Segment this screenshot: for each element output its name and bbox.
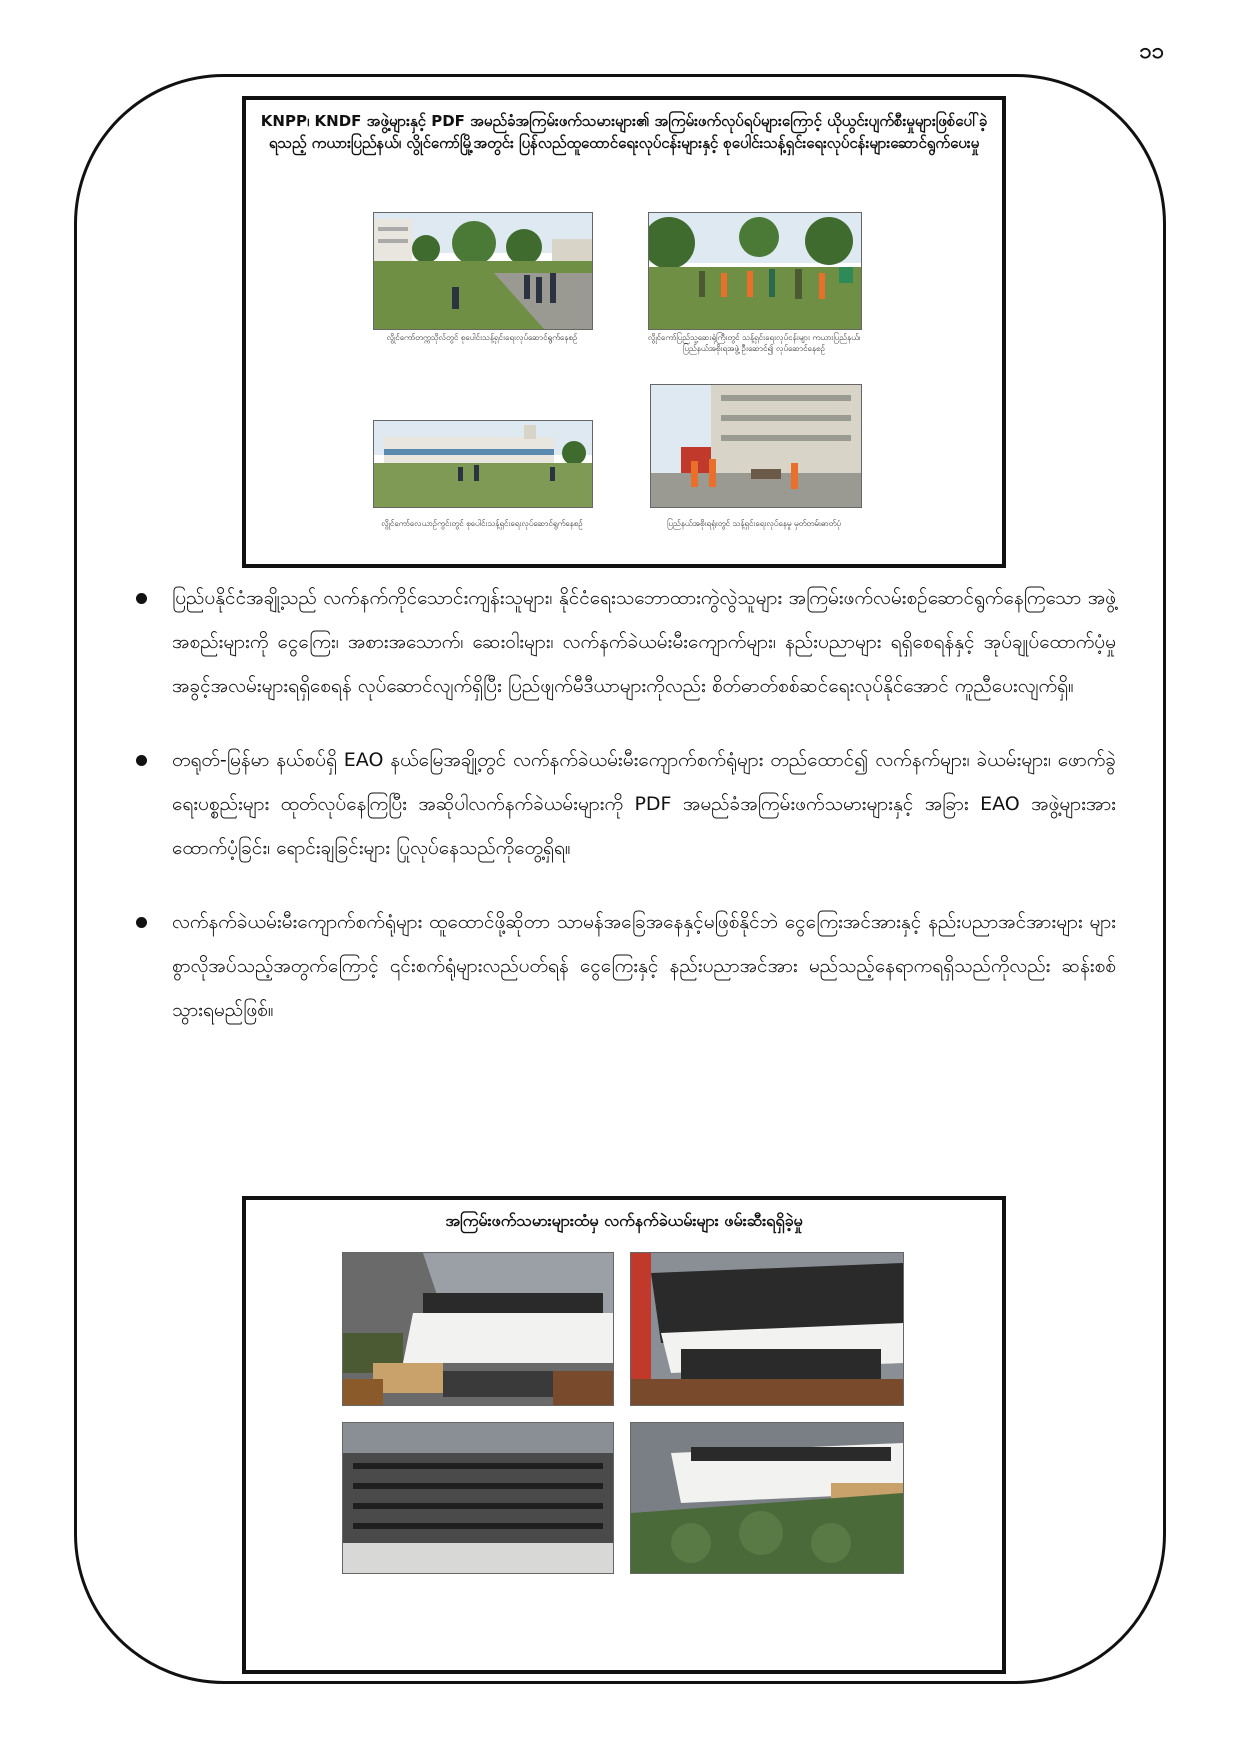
weapons-photo-4 bbox=[630, 1422, 904, 1574]
bullet-text: ပြည်ပနိုင်ငံအချို့သည် လက်နက်ကိုင်သောင်းကျန်းသူများ၊ နိုင်ငံရေးသဘောထားကွဲလွဲသူများ အကြမ်းဖက်လမ်းစဉ်ဆောင်ရွက်နေကြသော အဖွဲ့အစည်းများကို ငွေကြေး၊ အစားအသောက်၊ ဆေးဝါးများ၊ လက်နက်ခဲယမ်းမီးကျောက်များ၊ နည်းပညာများ ရရှိစေရန်နှင့် အုပ်ချုပ်ထောက်ပံ့မှုအခွင့်အလမ်းများရရှိစေရန် လုပ်ဆောင်လျက်ရှိပြီး ပြည်ဖျက်မီဒီယာများကိုလည်း စိတ်ဓာတ်စစ်ဆင်ရေးလုပ်နိုင်အောင် ကူညီပေးလျက်ရှိ။ bbox=[172, 587, 1116, 697]
seized-weapons-figure-title: အကြမ်းဖက်သမားများထံမှ လက်နက်ခဲယမ်းများ ဖမ်းဆီးရရှိခဲ့မှု bbox=[445, 1211, 803, 1230]
photo-office-image bbox=[651, 385, 861, 507]
bullet-item-funding-investigation bbox=[136, 900, 1116, 1032]
cleanup-photo-office bbox=[650, 384, 862, 508]
bullet-text: တရုတ်-မြန်မာ နယ်စပ်ရှိ EAO နယ်မြေအချို့တွင် လက်နက်ခဲယမ်းမီးကျောက်စက်ရုံများ တည်ထောင်၍ လက်နက်များ၊ ခဲယမ်းများ၊ ဖောက်ခွဲရေးပစ္စည်းများ ထုတ်လုပ်နေကြပြီး အဆိုပါလက်နက်ခဲယမ်းများကို PDF အမည်ခံအကြမ်းဖက်သမားများနှင့် အခြား EAO အဖွဲ့များအား ထောက်ပံ့ခြင်း၊ ရောင်းချခြင်းများ ပြုလုပ်နေသည်ကိုတွေ့ရှိရ။ bbox=[172, 749, 1116, 859]
photo-hospital-image bbox=[649, 213, 861, 329]
cleanup-photo-university bbox=[373, 212, 593, 330]
page-number: ၁၁ bbox=[1139, 39, 1164, 64]
cleanup-caption-university: လွိုင်ကော်တက္ကသိုလ်တွင် စုပေါင်းသန့်ရှင်းရေးလုပ်ဆောင်ရွက်နေစဉ် bbox=[386, 333, 578, 342]
weapons-photo-3-image bbox=[343, 1423, 613, 1573]
cleanup-figure bbox=[242, 96, 1006, 568]
photo-university-image bbox=[374, 213, 592, 329]
cleanup-figure-title: KNPP၊ KNDF အဖွဲ့များနှင့် PDF အမည်ခံအကြမ်းဖက်သမားများ၏ အကြမ်းဖက်လုပ်ရပ်များကြောင့် ယိုယွင်းပျက်စီးမှုများဖြစ်ပေါ်ခဲ့ရသည့် ကယားပြည်နယ်၊ လွိုင်ကော်မြို့အတွင်း ပြန်လည်ထူထောင်ရေးလုပ်ငန်းများနှင့် စုပေါင်းသန့်ရှင်းရေးလုပ်ငန်းများဆောင်ရွက်ပေးမှု bbox=[260, 112, 988, 152]
cleanup-photo-hospital bbox=[648, 212, 862, 330]
bullet-dot-icon bbox=[136, 593, 147, 604]
weapons-photo-2 bbox=[630, 1252, 904, 1406]
weapons-photo-4-image bbox=[631, 1423, 903, 1573]
weapons-photo-2-image bbox=[631, 1253, 903, 1405]
bullet-item-weapons-factories bbox=[136, 738, 1116, 870]
bullet-text: လက်နက်ခဲယမ်းမီးကျောက်စက်ရုံများ ထူထောင်ဖို့ဆိုတာ သာမန်အခြေအနေနှင့်မဖြစ်နိုင်ဘဲ ငွေကြေးအင်အားနှင့် နည်းပညာအင်အားများ များစွာလိုအပ်သည့်အတွက်ကြောင့် ၎င်းစက်ရုံများလည်ပတ်ရန် ငွေကြေးနှင့် နည်းပညာအင်အား မည်သည့်နေရာကရရှိသည်ကိုလည်း ဆန်းစစ်သွားရမည်ဖြစ်။ bbox=[172, 911, 1116, 1021]
cleanup-caption-hospital: လွိုင်ကော်ပြည်သူ့ဆေးရုံကြီးတွင် သန့်ရှင်းရေးလုပ်ငန်းများ ကယားပြည်နယ်၊ ပြည်နယ်အစိုးရအဖွဲ့ ဦးဆောင်၍ လုပ်ဆောင်နေစဉ် bbox=[647, 333, 861, 353]
cleanup-caption-office: ပြည်နယ်အစိုးရရုံးတွင် သန့်ရှင်းရေးလုပ်နေမှု မှတ်တမ်းဓာတ်ပုံ bbox=[667, 519, 841, 528]
seized-weapons-figure bbox=[242, 1196, 1006, 1674]
weapons-photo-1 bbox=[342, 1252, 614, 1406]
weapons-photo-3 bbox=[342, 1422, 614, 1574]
weapons-photo-1-image bbox=[343, 1253, 613, 1405]
bullet-list bbox=[136, 576, 1116, 1062]
bullet-item-foreign-support bbox=[136, 576, 1116, 708]
bullet-dot-icon bbox=[136, 755, 147, 766]
cleanup-caption-airport: လွိုင်ကော်လေယာဉ်ကွင်းတွင် စုပေါင်းသန့်ရှင်းရေးလုပ်ဆောင်ရွက်နေစဉ် bbox=[381, 519, 583, 528]
photo-airport-image bbox=[374, 421, 592, 507]
bullet-dot-icon bbox=[136, 917, 147, 928]
cleanup-photo-airport bbox=[373, 420, 593, 508]
